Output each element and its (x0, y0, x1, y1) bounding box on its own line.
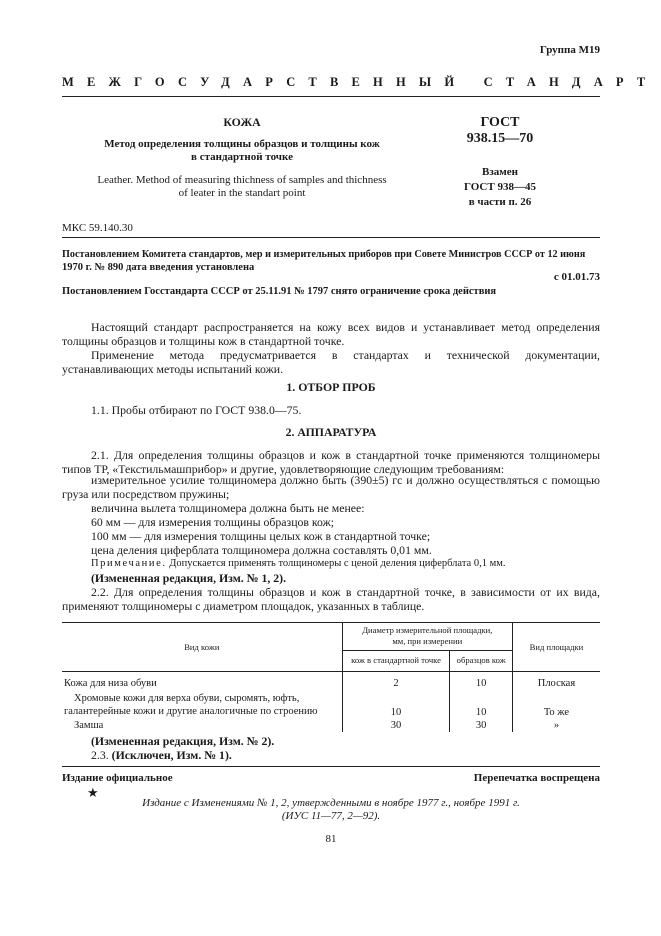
header-diameter (342, 623, 512, 651)
reprint-prohibited: Перепечатка воспрещена (473, 772, 600, 784)
clause-1-1: 1.1. Пробы отбирают по ГОСТ 938.0—75. (91, 403, 302, 417)
note-text: Допускается применять толщиномеры с ценой деления циферблата 0,1 мм. (169, 558, 506, 569)
row-standard-point: 30 (342, 718, 450, 732)
row-samples: 30 (450, 718, 512, 732)
clause-2-2: 2.2. Для определения толщины образцов и кож в стандартной точке, в зависимости от их вида, применяют толщиномеры с диаметром площадок, указанных в таблице. (62, 585, 600, 613)
subtitle-line-2: в стандартной точке (191, 151, 293, 163)
document-title: КОЖА (223, 115, 261, 129)
title-rule (62, 237, 600, 238)
note (62, 557, 600, 571)
header-leather-type: Вид кожи (62, 623, 342, 672)
intro-paragraph-2: Применение метода предусматривается в стандартах и технической документации, устанавливающих методы испытаний кожи. (62, 348, 600, 376)
english-title-line-2: of leater in the standart point (178, 187, 306, 199)
decree-2: Постановлением Госстандарта СССР от 25.11.91 № 1797 снято ограничение срока действия (62, 286, 497, 297)
row-standard-point: 10 (342, 690, 450, 718)
clause-2-3-text: (Исключен, Изм. № 1). (111, 748, 232, 762)
edition-note-line-1: Издание с Изменениями № 1, 2, утвержденными в ноябре 1977 г., ноябре 1991 г. (142, 797, 520, 809)
decree-1-line-1: Постановлением Комитета стандартов, мер и измерительных приборов при Совете Министров СССР от 12 июня (62, 249, 586, 260)
header-samples: образцов кож (450, 650, 512, 671)
amendment-1-2: (Измененная редакция, Изм. № 1, 2). (91, 571, 287, 585)
note-label: Примечание. (91, 558, 167, 569)
header-standard-point: кож в стандартной точке (342, 650, 450, 671)
replaces-gost: ГОСТ 938—45 (464, 181, 536, 193)
row-samples: 10 (450, 672, 512, 691)
diameter-table (62, 622, 600, 732)
replaces-part: в части п. 26 (468, 196, 532, 208)
english-title-line-1: Leather. Method of measuring thichness of samples and thichness (97, 174, 387, 186)
requirement-60mm: 60 мм — для измерения толщины образцов кож; (91, 515, 335, 529)
standard-type-banner: МЕЖГОСУДАРСТВЕННЫЙ СТАНДАРТ (62, 75, 659, 89)
replaces-label: Взамен (482, 166, 518, 178)
star-icon: ★ (87, 785, 99, 800)
row-platform: То же (543, 707, 570, 718)
clause-2-1: 2.1. Для определения толщины образцов и кож в стандартной точке применяются толщиномеры типов ТР, «Текстильмашприбор» и другие, удовлетворяющие следующим требованиям: (62, 448, 600, 476)
row-samples: 10 (450, 690, 512, 718)
intro-paragraph-1: Настоящий стандарт распространяется на кожу всех видов и устанавливает метод определения толщины образцов и толщины кож в стандартной точке. (62, 320, 600, 348)
row-type: Замша (62, 718, 342, 732)
header-diameter-line-1: Диаметр измерительной площадки, (362, 625, 493, 636)
edition-note-line-2: (ИУС 11—77, 2—92). (281, 810, 381, 822)
group-label: Группа М19 (539, 44, 600, 56)
table-row (62, 690, 600, 718)
subtitle-line-1: Метод определения толщины образцов и толщины кож (104, 138, 380, 150)
header-rule (62, 96, 600, 97)
row-type-line-2: галантерейные кожи и другие аналогичные по строению (64, 705, 318, 717)
row-standard-point: 2 (342, 672, 450, 691)
table-row (62, 718, 600, 732)
decree-1-line-2: 1970 г. № 890 дата введения установлена (62, 262, 255, 273)
clause-2-3 (62, 748, 600, 762)
header-diameter-line-2: мм, при измерении (392, 636, 463, 647)
row-platform: » (553, 719, 560, 731)
page-number: 81 (325, 833, 337, 845)
clause-2-3-number: 2.3. (91, 748, 109, 762)
row-type-line-1: Хромовые кожи для верха обуви, сыромять, юфть, (74, 693, 300, 704)
section-1-heading: 1. ОТБОР ПРОБ (286, 380, 376, 394)
row-type: Кожа для низа обуви (62, 672, 342, 691)
requirement-force: измерительное усилие толщиномера должно быть (390±5) гс и должно осуществляться с помощью груза или посредством пружины; (62, 473, 600, 501)
official-edition: Издание официальное (62, 772, 173, 784)
row-platform: Плоская (537, 677, 576, 689)
table-row (62, 672, 600, 691)
header-platform-type: Вид площадки (529, 641, 584, 652)
requirement-reach: величина вылета толщиномера должна быть не менее: (91, 501, 365, 515)
gost-number: 938.15—70 (466, 131, 534, 146)
effective-date: с 01.01.73 (553, 271, 600, 283)
gost-label: ГОСТ (480, 115, 520, 130)
amendment-2: (Измененная редакция, Изм. № 2). (91, 734, 275, 748)
footer-rule (62, 766, 600, 767)
section-2-heading: 2. АППАРАТУРА (285, 425, 377, 439)
row-type (62, 690, 342, 718)
requirement-100mm: 100 мм — для измерения толщины целых кож в стандартной точке; (91, 529, 431, 543)
mks-code: МКС 59.140.30 (62, 222, 133, 234)
requirement-division: цена деления циферблата толщиномера должна составлять 0,01 мм. (91, 543, 432, 557)
